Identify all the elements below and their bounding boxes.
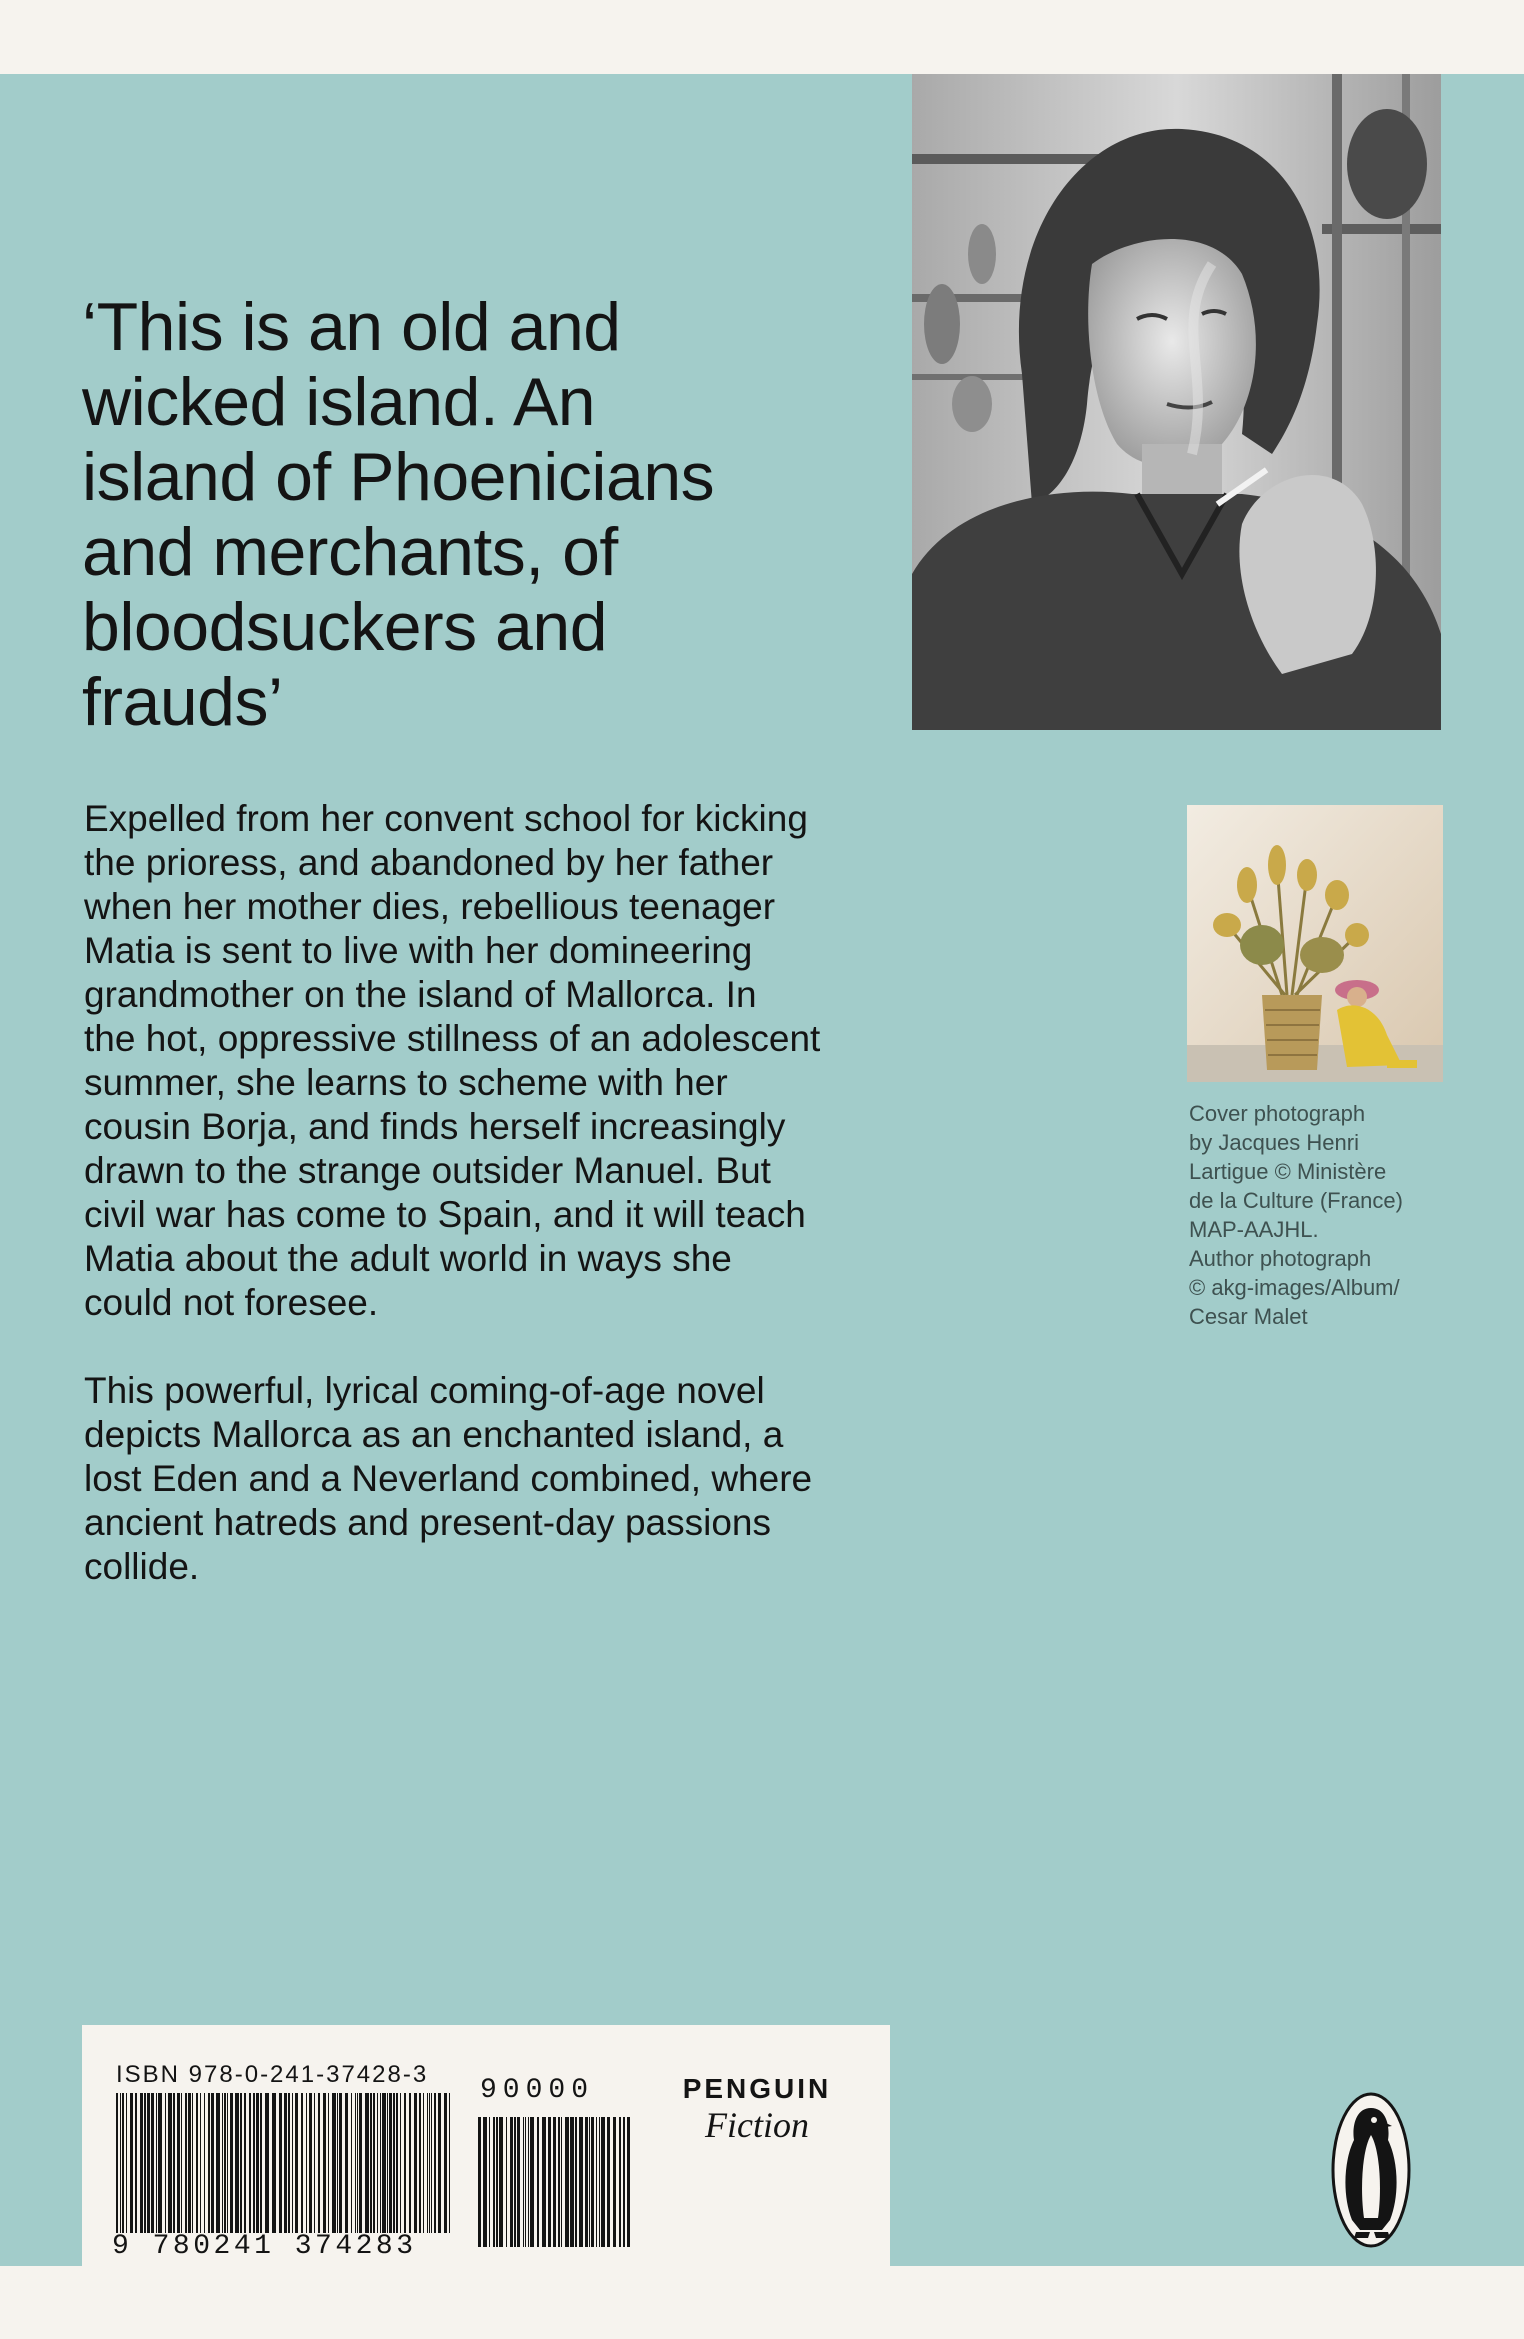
barcode-bar <box>377 2093 378 2233</box>
barcode-bar <box>579 2117 583 2247</box>
barcode-bar <box>558 2117 560 2247</box>
barcode-bar <box>345 2093 348 2233</box>
barcode-bar <box>211 2093 214 2233</box>
barcode-bar <box>249 2093 251 2233</box>
barcode-bar <box>147 2093 150 2233</box>
blurb-line: the prioress, and abandoned by her father <box>84 842 774 883</box>
barcode-bar <box>151 2093 154 2233</box>
barcode-bar <box>204 2093 205 2233</box>
blurb-line: lost Eden and a Neverland combined, where <box>84 1458 813 1499</box>
blurb-paragraph <box>84 1369 914 1589</box>
barcode-bar <box>627 2117 630 2247</box>
barcode-bar <box>517 2117 520 2247</box>
barcode-bar <box>177 2093 180 2233</box>
quote-line: island of Phoenicians <box>82 439 715 515</box>
barcode-bar <box>265 2093 269 2233</box>
barcode-bar <box>570 2117 574 2247</box>
barcode-bar <box>116 2093 118 2233</box>
barcode-bar <box>227 2093 228 2233</box>
blurb-line: Expelled from her convent school for kicking <box>84 798 808 839</box>
credit-line: MAP-AAJHL. <box>1189 1217 1319 1242</box>
blurb-line: could not foresee. <box>84 1282 379 1323</box>
pull-quote <box>82 290 902 740</box>
barcode-bar <box>619 2117 621 2247</box>
blurb-line: the hot, oppressive stillness of an adolescent <box>84 1018 821 1059</box>
barcode-bar <box>185 2093 187 2233</box>
barcode-bar <box>140 2093 143 2233</box>
barcode-bar <box>599 2117 600 2247</box>
barcode-bar <box>506 2117 507 2247</box>
barcode-bar <box>235 2093 239 2233</box>
barcode-bar <box>309 2093 312 2233</box>
barcode-bar <box>423 2093 424 2233</box>
barcode-bar <box>409 2093 411 2233</box>
barcode-bar <box>196 2093 198 2233</box>
barcode-bar <box>256 2093 259 2233</box>
barcode-bar <box>429 2093 430 2233</box>
barcode-bar <box>591 2117 594 2247</box>
barcode-bar <box>357 2093 358 2233</box>
quote-line: frauds’ <box>82 664 283 740</box>
barcode-bar <box>165 2093 166 2233</box>
barcode-bar <box>382 2093 386 2233</box>
barcode-bar <box>565 2117 569 2247</box>
barcode-bar <box>419 2093 421 2233</box>
barcode-bar <box>306 2093 307 2233</box>
barcode-bar <box>510 2117 513 2247</box>
barcode-bar <box>144 2093 146 2233</box>
publisher-name: PENGUIN <box>682 2073 832 2104</box>
barcode-bar <box>530 2117 534 2247</box>
barcode-bar <box>585 2117 588 2247</box>
blurb-line: ancient hatreds and present-day passions <box>84 1502 771 1543</box>
barcode-bar <box>122 2093 124 2233</box>
barcode-bar <box>216 2093 220 2233</box>
credit-line: de la Culture (France) <box>1189 1188 1403 1213</box>
credit-line: Cesar Malet <box>1189 1304 1308 1329</box>
barcode-bar <box>589 2117 590 2247</box>
blurb-line: when her mother dies, rebellious teenager <box>84 886 776 927</box>
blurb-line: cousin Borja, and finds herself increasingly <box>84 1106 786 1147</box>
quote-line: ‘This is an old and <box>82 289 621 365</box>
barcode-bar <box>292 2093 293 2233</box>
barcode-bar <box>192 2093 193 2233</box>
barcode-bar <box>404 2093 406 2233</box>
credit-line: Cover photograph <box>1189 1101 1366 1126</box>
barcode-bar <box>523 2117 524 2247</box>
blurb-line: depicts Mallorca as an enchanted island, a <box>84 1414 784 1455</box>
barcode-bar <box>253 2093 255 2233</box>
addon-digits: 90000 <box>480 2075 595 2106</box>
barcode-bar <box>370 2093 372 2233</box>
barcode-bar <box>288 2093 290 2233</box>
quote-line: wicked island. An <box>82 364 596 440</box>
barcode-bar <box>272 2093 276 2233</box>
barcode-bar <box>156 2093 157 2233</box>
barcode-bar <box>414 2093 417 2233</box>
barcode-bar <box>208 2093 210 2233</box>
barcode-bar <box>339 2093 342 2233</box>
barcode-bar <box>393 2093 395 2233</box>
blurb-line: drawn to the strange outsider Manuel. But <box>84 1150 771 1191</box>
quote-line: and merchants, of <box>82 514 618 590</box>
blurb-line: summer, she learns to scheme with her <box>84 1062 728 1103</box>
blurb <box>84 797 914 1633</box>
barcode-bar <box>332 2093 336 2233</box>
barcode-panel <box>82 2025 890 2266</box>
barcode-bar <box>400 2093 401 2233</box>
cover-thumbnail <box>1187 805 1443 1082</box>
barcode-bar <box>613 2117 616 2247</box>
barcode-bar <box>158 2093 162 2233</box>
barcode-bar <box>135 2093 137 2233</box>
barcode-bar <box>542 2117 546 2247</box>
barcode-bar <box>240 2093 242 2233</box>
credit-line: by Jacques Henri <box>1189 1130 1359 1155</box>
barcode-bar <box>449 2093 450 2233</box>
blurb-line: Matia about the adult world in ways she <box>84 1238 732 1279</box>
ean-barcode <box>116 2093 452 2233</box>
barcode-bar <box>434 2093 436 2233</box>
barcode-bar <box>525 2117 526 2247</box>
barcode-bar <box>279 2093 282 2233</box>
blurb-line: civil war has come to Spain, and it will teach <box>84 1194 806 1235</box>
barcode-bar <box>561 2117 562 2247</box>
barcode-bar <box>389 2093 392 2233</box>
isbn-label: ISBN 978-0-241-37428-3 <box>116 2061 429 2088</box>
barcode-bar <box>427 2093 428 2233</box>
barcode-bar <box>496 2117 498 2247</box>
barcode-bar <box>380 2093 381 2233</box>
blurb-line: Matia is sent to live with her domineering <box>84 930 753 971</box>
barcode-bar <box>387 2093 388 2233</box>
credit-line: Lartigue © Ministère <box>1189 1159 1387 1184</box>
barcode-bar <box>607 2117 610 2247</box>
barcode-bar <box>438 2093 441 2233</box>
ean-digits: 9 780241 374283 <box>112 2231 417 2262</box>
blurb-line: grandmother on the island of Mallorca. In <box>84 974 757 1015</box>
barcode-bar <box>548 2117 551 2247</box>
addon-barcode <box>478 2117 630 2247</box>
barcode-bar <box>396 2093 398 2233</box>
quote-line: bloodsuckers and <box>82 589 608 665</box>
barcode-bar <box>483 2117 487 2247</box>
barcode-bar <box>120 2093 121 2233</box>
barcode-bar <box>173 2093 175 2233</box>
barcode-bar <box>359 2093 362 2233</box>
series-name: Fiction <box>705 2105 809 2145</box>
barcode-bar <box>224 2093 226 2233</box>
credit-line: © akg-images/Album/ <box>1189 1275 1400 1300</box>
barcode-bar <box>222 2093 223 2233</box>
barcode-bar <box>355 2093 356 2233</box>
penguin-logo-icon <box>1330 2090 1412 2250</box>
barcode-bar <box>328 2093 329 2233</box>
photo-credits <box>1189 1099 1449 1331</box>
credit-line: Author photograph <box>1189 1246 1372 1271</box>
barcode-bar <box>514 2117 516 2247</box>
barcode-bar <box>337 2093 338 2233</box>
barcode-bar <box>126 2093 127 2233</box>
barcode-bar <box>601 2117 605 2247</box>
barcode-bar <box>244 2093 246 2233</box>
barcode-bar <box>444 2093 447 2233</box>
barcode-bar <box>553 2117 556 2247</box>
barcode-bar <box>168 2093 172 2233</box>
barcode-bar <box>373 2093 375 2233</box>
barcode-bar <box>230 2093 233 2233</box>
barcode-bar <box>301 2093 303 2233</box>
barcode-bar <box>537 2117 539 2247</box>
barcode-bar <box>596 2117 597 2247</box>
barcode-bar <box>260 2093 262 2233</box>
blurb-paragraph <box>84 797 914 1325</box>
barcode-bar <box>284 2093 287 2233</box>
barcode-bar <box>200 2093 201 2233</box>
barcode-bar <box>318 2093 320 2233</box>
barcode-bar <box>575 2117 577 2247</box>
barcode-bar <box>528 2117 529 2247</box>
barcode-bar <box>188 2093 191 2233</box>
barcode-bar <box>181 2093 182 2233</box>
barcode-bar <box>130 2093 133 2233</box>
barcode-bar <box>351 2093 352 2233</box>
barcode-bar <box>478 2117 481 2247</box>
barcode-bar <box>489 2117 490 2247</box>
author-photo <box>912 74 1441 730</box>
barcode-bar <box>493 2117 495 2247</box>
barcode-bar <box>314 2093 315 2233</box>
barcode-bar <box>323 2093 326 2233</box>
barcode-bar <box>623 2117 625 2247</box>
barcode-bar <box>365 2093 369 2233</box>
blurb-line: collide. <box>84 1546 200 1587</box>
barcode-bar <box>499 2117 503 2247</box>
blurb-line: This powerful, lyrical coming-of-age novel <box>84 1370 765 1411</box>
barcode-bar <box>431 2093 432 2233</box>
barcode-bar <box>295 2093 298 2233</box>
publisher-mark <box>677 2073 837 2143</box>
